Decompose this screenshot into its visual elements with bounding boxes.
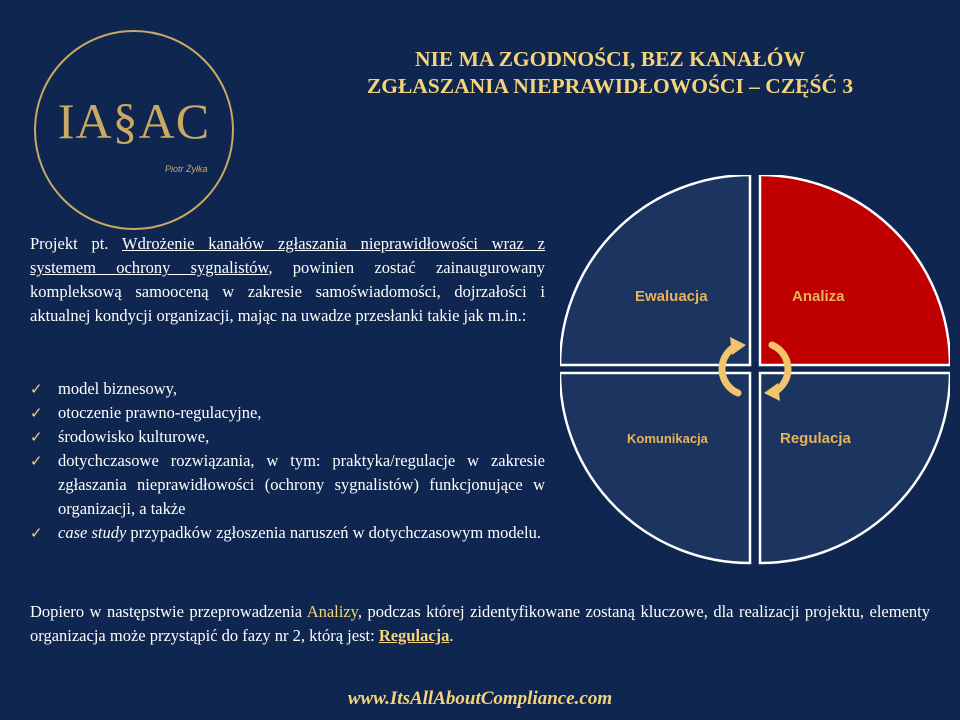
list-item-text: otoczenie prawno-regulacyjne,: [58, 403, 262, 422]
title-line-1: NIE MA ZGODNOŚCI, BEZ KANAŁÓW: [414, 47, 806, 71]
outro-end: .: [449, 626, 454, 645]
footer-url[interactable]: www.ItsAllAboutCompliance.com: [347, 688, 613, 709]
analiza-highlight: Analizy: [306, 602, 358, 621]
logo-text: IA§AC: [57, 93, 211, 149]
regulacja-highlight: Regulacja: [378, 626, 450, 645]
list-item: [30, 449, 545, 521]
list-item-text: dotychczasowe rozwiązania, w tym: praktyka/regulacje w zakresie zgłaszania nieprawidłowości (ochrony sygnalistów) funkcjonujące w organizacji, a także: [58, 451, 545, 518]
quadrant-komunikacja: [560, 373, 750, 563]
check-icon: ✓: [30, 524, 43, 542]
list-item-text: środowisko kulturowe,: [58, 427, 210, 446]
check-icon: ✓: [30, 428, 43, 446]
label-komunikacja: Komunikacja: [627, 431, 708, 446]
check-icon: ✓: [30, 452, 43, 470]
label-regulacja: Regulacja: [780, 430, 851, 447]
intro-suffix: , powinien zostać zainaugurowany kompleksową samooceną w zakresie samoświadomości, dojrzałości i aktualnej kondycji organizacji, mając na uwadze przesłanki takie jak m.in.:: [30, 258, 545, 325]
list-item-text: model biznesowy,: [58, 379, 177, 398]
title-line-2: ZGŁASZANIA NIEPRAWIDŁOWOŚCI – CZĘŚĆ 3: [366, 74, 854, 98]
check-icon: ✓: [30, 404, 43, 422]
list-item-italic: case study: [58, 523, 127, 542]
quadrant-ewaluacja: [560, 175, 750, 365]
outro-part-1: Dopiero w następstwie przeprowadzenia: [30, 602, 307, 621]
premises-checklist: [30, 377, 545, 545]
list-item: [30, 521, 545, 545]
outro-part-2: , podczas której zidentyfikowane zostaną kluczowe, dla realizacji projektu, elementy organizacja może przystąpić do fazy nr 2, którą jest:: [30, 602, 930, 645]
page-title: [270, 46, 950, 100]
logo-signature: Piotr Żyłka: [165, 164, 208, 174]
cycle-diagram-svg: [560, 175, 950, 565]
label-analiza: Analiza: [792, 288, 845, 305]
list-item: [30, 425, 545, 449]
list-item: [30, 377, 545, 401]
list-item: [30, 401, 545, 425]
cycle-diagram: [560, 175, 950, 565]
quadrant-analiza: [760, 175, 950, 365]
list-item-text: przypadków zgłoszenia naruszeń w dotychczasowym modelu.: [126, 523, 541, 542]
label-ewaluacja: Ewaluacja: [635, 288, 708, 305]
company-logo: [34, 30, 234, 230]
quadrant-regulacja: [760, 373, 950, 563]
intro-prefix: Projekt pt.: [30, 234, 123, 253]
check-icon: ✓: [30, 380, 43, 398]
outro-paragraph: [30, 600, 930, 648]
intro-paragraph: [30, 232, 545, 328]
project-name: Wdrożenie kanałów zgłaszania nieprawidłowości wraz z systemem ochrony sygnalistów: [30, 234, 545, 277]
